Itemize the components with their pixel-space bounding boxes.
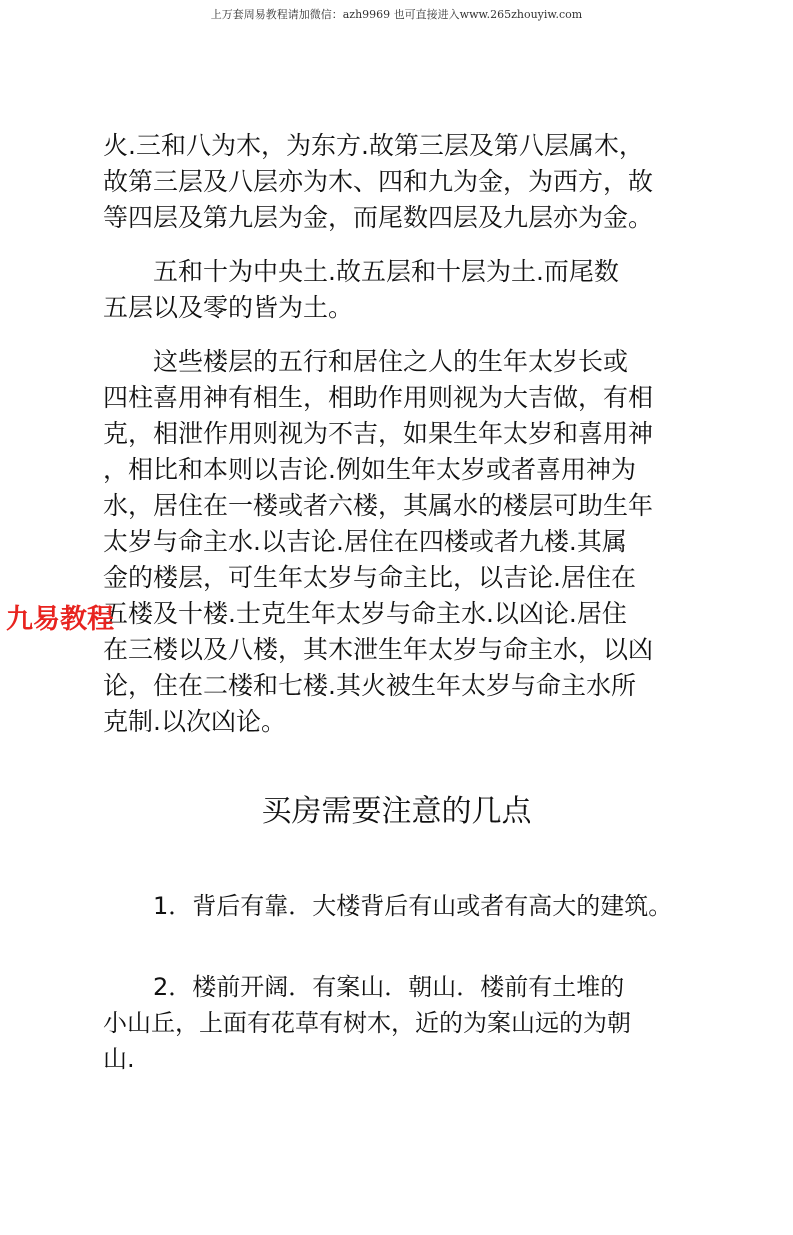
watermark-logo: 九易教程 (6, 604, 114, 635)
list-item (103, 969, 703, 1077)
body-text (103, 128, 703, 758)
text-line: 在三楼以及八楼，其木泄生年太岁与命主水，以凶 (103, 635, 654, 664)
list-item (103, 888, 703, 924)
header-note: 上万套周易教程请加微信：azh9969 也可直接进入www.265zhouyiw.com (210, 8, 583, 21)
text-line: 火.三和八为木，为东方.故第三层及第八层属木， (103, 131, 644, 160)
paragraph-1 (103, 128, 703, 236)
section-heading: 买房需要注意的几点 (261, 794, 532, 829)
text-line: 2．楼前开阔．有案山．朝山．楼前有土堆的 (153, 973, 625, 1001)
text-line: 等四层及第九层为金，而尾数四层及九层亦为金。 (103, 203, 654, 232)
text-line: 山. (103, 1045, 135, 1073)
text-line: 五层以及零的皆为土。 (103, 293, 354, 322)
text-line: 1．背后有靠．大楼背后有山或者有高大的建筑。 (153, 892, 673, 920)
text-line: 这些楼层的五行和居住之人的生年太岁长或 (153, 347, 629, 376)
text-line: 五楼及十楼.士克生年太岁与命主水.以凶论.居住 (103, 599, 627, 628)
text-line: 水，居住在一楼或者六楼，其属水的楼层可助生年 (103, 491, 654, 520)
text-line: 太岁与命主水.以吉论.居住在四楼或者九楼.其属 (103, 527, 627, 556)
text-line: 金的楼层，可生年太岁与命主比，以吉论.居住在 (103, 563, 636, 592)
text-line: 四柱喜用神有相生，相助作用则视为大吉做，有相 (103, 383, 654, 412)
text-line: 故第三层及八层亦为木、四和九为金，为西方，故 (103, 167, 654, 196)
text-line: 克，相泄作用则视为不吉，如果生年太岁和喜用神 (103, 419, 654, 448)
text-line: 论，住在二楼和七楼.其火被生年太岁与命主水所 (103, 671, 636, 700)
text-line: 小山丘，上面有花草有树木，近的为案山远的为朝 (103, 1009, 631, 1037)
numbered-list (103, 888, 703, 1122)
text-line: 克制.以次凶论。 (103, 707, 286, 736)
text-line: ，相比和本则以吉论.例如生年太岁或者喜用神为 (103, 455, 636, 484)
paragraph-3 (103, 344, 703, 740)
paragraph-2 (103, 254, 703, 326)
text-line: 五和十为中央土.故五层和十层为土.而尾数 (153, 257, 619, 286)
